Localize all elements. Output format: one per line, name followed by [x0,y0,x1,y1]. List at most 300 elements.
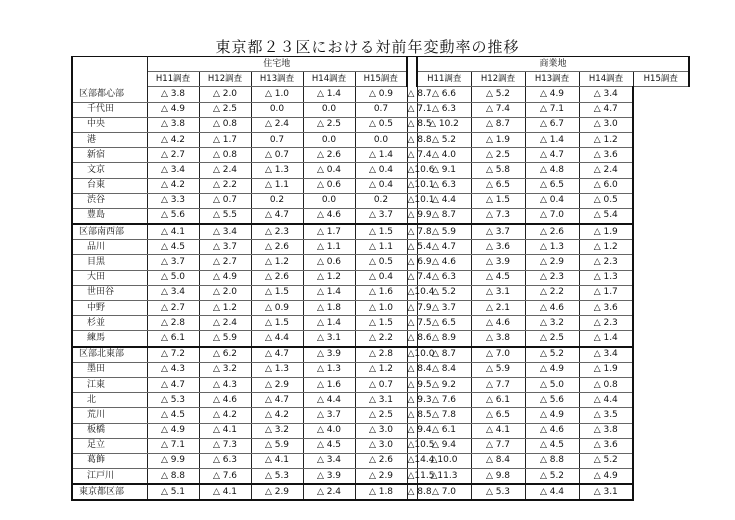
residential-rate-cell: △ 1.1 [355,240,407,255]
table-row [72,178,689,193]
commercial-rate-cell: △ 4.6 [417,255,471,270]
residential-rate-cell: △ 4.1 [199,423,251,438]
residential-rate-cell: △ 1.1 [303,240,355,255]
commercial-rate-cell: △ 6.1 [417,423,471,438]
residential-rate-cell: △ 1.6 [355,285,407,300]
ward-label: 練馬 [72,331,147,347]
commercial-rate-cell: △ 7.8 [407,224,417,240]
col-header-res-h13: H13調査 [251,72,303,87]
commercial-rate-cell: △ 7.3 [471,208,525,224]
residential-rate-cell: △ 1.6 [303,377,355,392]
commercial-rate-cell: △ 5.2 [525,469,579,485]
commercial-rate-cell: △ 5.2 [471,87,525,102]
commercial-rate-cell: △ 7.9 [407,301,417,316]
residential-rate-cell: △ 3.7 [199,240,251,255]
commercial-rate-cell: △ 4.7 [525,148,579,163]
residential-rate-cell: △ 7.2 [147,347,199,363]
residential-rate-cell: △ 4.5 [303,438,355,453]
table-row-total [72,484,689,500]
col-header-res-h12: H12調査 [199,72,251,87]
residential-rate-cell: △ 4.2 [199,408,251,423]
residential-rate-cell: △ 3.9 [303,347,355,363]
ward-label: 足立 [72,438,147,453]
commercial-rate-cell: △ 5.8 [471,163,525,178]
residential-rate-cell: △ 2.8 [147,316,199,331]
ward-label: 墨田 [72,362,147,377]
commercial-rate-cell: △ 1.2 [579,240,633,255]
col-header-res-h11: H11調査 [147,72,199,87]
commercial-rate-cell: △ 2.5 [525,331,579,347]
commercial-rate-cell: △ 5.3 [471,484,525,500]
residential-rate-cell: △ 4.7 [251,347,303,363]
commercial-rate-cell: △ 7.0 [525,208,579,224]
residential-rate-cell: △ 1.7 [199,132,251,147]
commercial-rate-cell: △ 4.8 [525,163,579,178]
residential-rate-cell: △ 7.1 [147,438,199,453]
table-row [72,102,689,117]
commercial-rate-cell: △ 9.3 [407,393,417,408]
commercial-rate-cell: △ 3.7 [471,224,525,240]
commercial-rate-cell: △ 3.1 [471,285,525,300]
residential-rate-cell: △ 0.8 [199,117,251,132]
residential-rate-cell: △ 5.1 [147,484,199,500]
residential-rate-cell: △ 2.7 [147,148,199,163]
residential-rate-cell: △ 0.4 [303,163,355,178]
residential-rate-cell: △ 1.4 [355,148,407,163]
commercial-rate-cell: △ 6.7 [525,117,579,132]
commercial-rate-cell: △ 8.7 [417,208,471,224]
residential-rate-cell: △ 8.8 [147,469,199,485]
residential-rate-cell: △ 1.4 [303,87,355,102]
commercial-rate-cell: △ 6.0 [579,178,633,193]
ward-label: 新宿 [72,148,147,163]
residential-rate-cell: △ 4.7 [147,377,199,392]
commercial-rate-cell: △10.0 [417,453,471,468]
residential-rate-cell: △ 1.2 [251,255,303,270]
commercial-rate-cell: △ 6.6 [417,87,471,102]
residential-rate-cell: △ 5.0 [147,270,199,285]
residential-rate-cell: △ 2.5 [303,117,355,132]
commercial-rate-cell: △ 8.8 [407,484,417,500]
commercial-rate-cell: △ 3.6 [579,301,633,316]
commercial-rate-cell: △ 5.6 [525,393,579,408]
residential-rate-cell: △ 0.6 [303,178,355,193]
residential-rate-cell: △ 3.0 [355,423,407,438]
residential-rate-cell: △ 1.2 [303,270,355,285]
section-header-row [72,57,689,72]
residential-rate-cell: △ 0.4 [355,178,407,193]
commercial-rate-cell: △ 3.7 [417,301,471,316]
residential-rate-cell: △ 4.6 [303,208,355,224]
commercial-rate-cell: △ 2.3 [579,255,633,270]
commercial-rate-cell: △ 3.8 [579,423,633,438]
ward-label: 渋谷 [72,193,147,208]
residential-rate-cell: △ 5.3 [251,469,303,485]
commercial-rate-cell: △ 9.8 [471,469,525,485]
residential-rate-cell: △ 5.3 [147,393,199,408]
residential-rate-cell: △ 0.8 [199,148,251,163]
commercial-rate-cell: △ 5.2 [417,285,471,300]
commercial-rate-cell: △ 1.5 [471,193,525,208]
residential-rate-cell: △ 7.3 [199,438,251,453]
ward-label: 目黒 [72,255,147,270]
residential-rate-cell: △ 3.1 [303,331,355,347]
residential-rate-cell: △ 2.0 [199,87,251,102]
commercial-rate-cell: △ 5.4 [579,208,633,224]
table-row [72,453,689,468]
commercial-rate-cell: △ 5.2 [579,453,633,468]
residential-rate-cell: △ 3.7 [355,208,407,224]
residential-rate-cell: △ 2.9 [251,377,303,392]
residential-rate-cell: △ 2.6 [251,240,303,255]
table-row [72,285,689,300]
commercial-rate-cell: △ 8.7 [417,347,471,363]
residential-rate-cell: △ 1.2 [355,362,407,377]
region-label: 東京都区部 [72,484,147,500]
commercial-rate-cell: △10.1 [407,178,417,193]
residential-rate-cell: △ 1.2 [199,301,251,316]
commercial-rate-cell: △ 2.1 [471,301,525,316]
table-row [72,423,689,438]
commercial-rate-cell: △ 4.7 [579,102,633,117]
residential-rate-cell: △ 1.8 [303,301,355,316]
residential-rate-cell: △ 3.4 [303,453,355,468]
commercial-rate-cell: △ 1.9 [579,224,633,240]
commercial-rate-cell: △ 8.4 [417,362,471,377]
residential-rate-cell: △ 2.6 [303,148,355,163]
residential-rate-cell: 0.0 [251,102,303,117]
commercial-rate-cell: △ 8.8 [525,453,579,468]
residential-rate-cell: △ 0.5 [355,117,407,132]
commercial-rate-cell: △ 5.4 [407,240,417,255]
residential-rate-cell: △ 4.4 [303,393,355,408]
commercial-rate-cell: △ 3.4 [579,347,633,363]
commercial-rate-cell: △ 2.3 [579,316,633,331]
commercial-rate-cell: △ 5.2 [525,347,579,363]
region-label: 区部南西部 [72,224,147,240]
commercial-rate-cell: △ 4.1 [471,423,525,438]
residential-rate-cell: △ 1.0 [251,87,303,102]
col-header-com-h11: H11調査 [417,72,471,87]
commercial-rate-cell: △ 3.5 [579,408,633,423]
col-header-com-h14: H14調査 [579,72,633,87]
commercial-rate-cell: △ 4.4 [525,484,579,500]
ward-label: 台東 [72,178,147,193]
residential-rate-cell: △ 3.3 [147,193,199,208]
residential-rate-cell: △ 2.0 [199,285,251,300]
residential-rate-cell: 0.2 [251,193,303,208]
header-corner-lower [72,72,147,87]
ward-label: 荒川 [72,408,147,423]
table-row [72,362,689,377]
residential-rate-cell: △ 4.1 [147,224,199,240]
table-row [72,240,689,255]
commercial-rate-cell: △ 3.4 [579,87,633,102]
ward-label: 板橋 [72,423,147,438]
table-row [72,393,689,408]
commercial-rate-cell: △ 9.9 [407,208,417,224]
residential-rate-cell: △ 5.9 [251,438,303,453]
commercial-rate-cell: △10.5 [407,438,417,453]
commercial-rate-cell: △ 5.9 [471,362,525,377]
ward-label: 中野 [72,301,147,316]
residential-rate-cell: △ 3.2 [251,423,303,438]
commercial-rate-cell: △ 4.6 [525,423,579,438]
commercial-rate-cell: △ 9.2 [417,377,471,392]
ward-label: 品川 [72,240,147,255]
ward-label: 港 [72,132,147,147]
table-row [72,377,689,392]
residential-rate-cell: △ 2.7 [147,301,199,316]
commercial-rate-cell: △ 7.4 [407,270,417,285]
residential-rate-cell: △ 6.3 [199,453,251,468]
residential-rate-cell: △ 1.0 [355,301,407,316]
ward-label: 北 [72,393,147,408]
residential-rate-cell: △ 4.7 [251,208,303,224]
table-row-group [72,224,689,240]
commercial-rate-cell: △ 2.6 [525,224,579,240]
table-row [72,132,689,147]
commercial-rate-cell: △ 6.1 [471,393,525,408]
commercial-rate-cell: △ 9.4 [417,438,471,453]
commercial-rate-cell: △ 10.2 [417,117,471,132]
residential-rate-cell: △ 3.4 [147,163,199,178]
residential-rate-cell: △ 4.2 [147,178,199,193]
commercial-rate-cell: △ 1.3 [525,240,579,255]
commercial-rate-cell: △ 8.5 [407,117,417,132]
table-row [72,408,689,423]
table-row [72,301,689,316]
header-corner [72,57,147,72]
commercial-rate-cell: △10.4 [407,285,417,300]
commercial-rate-cell: △ 3.8 [471,331,525,347]
residential-rate-cell: 0.0 [303,132,355,147]
table-row [72,438,689,453]
commercial-rate-cell: △ 8.4 [407,362,417,377]
residential-rate-cell: △ 3.4 [147,285,199,300]
residential-rate-cell: △ 0.9 [355,87,407,102]
residential-rate-cell: △ 2.2 [355,331,407,347]
ward-label: 文京 [72,163,147,178]
residential-rate-cell: △ 3.2 [199,362,251,377]
commercial-rate-cell: △ 3.6 [579,438,633,453]
commercial-rate-cell: △ 7.1 [407,102,417,117]
commercial-rate-cell: △ 7.8 [417,408,471,423]
commercial-rate-cell: △ 4.7 [417,240,471,255]
commercial-rate-cell: △ 3.2 [525,316,579,331]
table-row [72,270,689,285]
ward-label: 中央 [72,117,147,132]
residential-rate-cell: △ 3.8 [147,117,199,132]
commercial-rate-cell: △ 1.9 [471,132,525,147]
commercial-rate-cell: △ 3.6 [471,240,525,255]
residential-rate-cell: △ 5.5 [199,208,251,224]
commercial-rate-cell: △ 0.5 [579,193,633,208]
residential-rate-cell: △ 3.7 [147,255,199,270]
residential-rate-cell: △ 2.4 [303,484,355,500]
residential-rate-cell: △ 2.7 [199,255,251,270]
commercial-rate-cell: △ 7.5 [407,316,417,331]
column-header-row [72,72,689,87]
residential-rate-cell: △ 1.3 [251,163,303,178]
ward-label: 江東 [72,377,147,392]
commercial-rate-cell: △ 0.8 [579,377,633,392]
commercial-rate-cell: △ 8.7 [407,87,417,102]
ward-label: 大田 [72,270,147,285]
commercial-rate-cell: △ 4.5 [525,438,579,453]
commercial-rate-cell: △ 3.1 [579,484,633,500]
residential-rate-cell: △ 2.5 [355,408,407,423]
table-row [72,469,689,485]
ward-label: 千代田 [72,102,147,117]
commercial-rate-cell: △ 9.4 [407,423,417,438]
commercial-rate-cell: △ 4.4 [417,193,471,208]
commercial-rate-cell: △11.3 [417,469,471,485]
commercial-rate-cell: △ 2.3 [525,270,579,285]
residential-rate-cell: △ 0.7 [199,193,251,208]
residential-rate-cell: △ 3.7 [303,408,355,423]
commercial-rate-cell: △11.5 [407,469,417,485]
residential-rate-cell: △ 0.7 [355,377,407,392]
residential-rate-cell: △ 1.3 [303,362,355,377]
residential-rate-cell: 0.0 [303,193,355,208]
residential-rate-cell: △ 2.4 [251,117,303,132]
residential-rate-cell: △ 1.7 [303,224,355,240]
table-row [72,255,689,270]
residential-rate-cell: △ 4.3 [199,377,251,392]
commercial-rate-cell: △ 3.0 [579,117,633,132]
commercial-rate-cell: △ 7.6 [417,393,471,408]
residential-rate-cell: △ 5.6 [147,208,199,224]
residential-rate-cell: △ 2.9 [251,484,303,500]
table-row [72,331,689,347]
commercial-rate-cell: △10.0 [407,347,417,363]
commercial-rate-cell: △ 7.1 [525,102,579,117]
commercial-rate-cell: △ 4.9 [525,362,579,377]
commercial-rate-cell: △ 4.5 [471,270,525,285]
commercial-rate-cell: △ 7.4 [471,102,525,117]
commercial-rate-cell: △ 9.1 [417,163,471,178]
commercial-rate-cell: △ 4.9 [525,87,579,102]
ward-label: 江戸川 [72,469,147,485]
region-label: 区部都心部 [72,87,147,102]
residential-rate-cell: 0.0 [303,102,355,117]
commercial-rate-cell: △ 5.9 [417,224,471,240]
residential-rate-cell: △ 3.4 [199,224,251,240]
residential-rate-cell: 0.2 [355,193,407,208]
commercial-rate-cell: △ 7.0 [417,484,471,500]
commercial-rate-cell: △ 3.6 [579,148,633,163]
residential-rate-cell: 0.0 [355,132,407,147]
residential-rate-cell: △ 4.0 [303,423,355,438]
commercial-rate-cell: △ 8.5 [407,408,417,423]
residential-rate-cell: △ 4.9 [147,423,199,438]
residential-rate-cell: △ 2.9 [355,469,407,485]
residential-rate-cell: △ 4.2 [147,132,199,147]
residential-rate-cell: △ 4.4 [251,331,303,347]
residential-rate-cell: △ 5.9 [199,331,251,347]
commercial-rate-cell: △ 4.4 [579,393,633,408]
commercial-rate-cell: △ 6.5 [471,408,525,423]
commercial-rate-cell: △ 8.8 [407,132,417,147]
ward-label: 葛飾 [72,453,147,468]
residential-rate-cell: △ 3.9 [303,469,355,485]
commercial-rate-cell: △ 2.9 [525,255,579,270]
commercial-rate-cell: △ 9.5 [407,377,417,392]
commercial-rate-cell: △ 8.9 [417,331,471,347]
commercial-rate-cell: △ 0.4 [525,193,579,208]
residential-rate-cell: △ 2.3 [251,224,303,240]
commercial-rate-cell: △ 1.2 [579,132,633,147]
commercial-rate-cell: △ 1.7 [579,285,633,300]
commercial-rate-cell: △ 8.6 [407,331,417,347]
commercial-rate-cell: △ 2.5 [471,148,525,163]
residential-rate-cell: △ 0.5 [355,255,407,270]
commercial-rate-cell: △ 6.5 [417,316,471,331]
commercial-rate-cell: △ 3.9 [471,255,525,270]
table-row [72,208,689,224]
commercial-rate-cell: △ 2.2 [525,285,579,300]
residential-rate-cell: △ 4.5 [147,408,199,423]
residential-rate-cell: △ 4.6 [199,393,251,408]
table-row [72,148,689,163]
residential-rate-cell: △ 7.6 [199,469,251,485]
table-row-group [72,347,689,363]
section-header-commercial: 商業地 [417,57,689,72]
table-body [72,87,689,501]
residential-rate-cell: △ 0.6 [303,255,355,270]
col-header-com-h13: H13調査 [525,72,579,87]
residential-rate-cell: △ 1.1 [251,178,303,193]
commercial-rate-cell: △10.6 [407,163,417,178]
residential-rate-cell: △ 2.4 [199,163,251,178]
commercial-rate-cell: △ 1.4 [525,132,579,147]
commercial-rate-cell: △ 6.5 [525,178,579,193]
commercial-rate-cell: △ 5.0 [525,377,579,392]
ward-label: 杉並 [72,316,147,331]
commercial-rate-cell: △ 8.4 [471,453,525,468]
commercial-rate-cell: △ 1.9 [579,362,633,377]
residential-rate-cell: 0.7 [251,132,303,147]
commercial-rate-cell: △ 1.3 [579,270,633,285]
residential-rate-cell: △ 2.6 [251,270,303,285]
commercial-rate-cell: △ 7.7 [471,377,525,392]
residential-rate-cell: △ 3.0 [355,438,407,453]
col-header-res-h15: H15調査 [355,72,407,87]
residential-rate-cell: △ 0.4 [355,163,407,178]
commercial-rate-cell: △ 4.9 [525,408,579,423]
commercial-rate-cell: △ 2.4 [579,163,633,178]
residential-rate-cell: △ 4.3 [147,362,199,377]
commercial-rate-cell: △ 6.3 [417,270,471,285]
commercial-rate-cell: △ 7.4 [407,148,417,163]
residential-rate-cell: △ 1.5 [355,316,407,331]
residential-rate-cell: △ 1.3 [251,362,303,377]
residential-rate-cell: △ 6.2 [199,347,251,363]
commercial-rate-cell: △ 4.6 [471,316,525,331]
commercial-rate-cell: △ 6.5 [471,178,525,193]
residential-rate-cell: △ 4.7 [251,393,303,408]
commercial-rate-cell: △ 7.7 [471,438,525,453]
commercial-rate-cell: △ 1.4 [579,331,633,347]
residential-rate-cell: △ 1.5 [251,285,303,300]
commercial-rate-cell: △ 6.3 [417,178,471,193]
col-header-res-h14: H14調査 [303,72,355,87]
residential-rate-cell: △ 1.4 [303,285,355,300]
commercial-rate-cell: △ 6.9 [407,255,417,270]
section-gap [407,57,417,87]
region-label: 区部北東部 [72,347,147,363]
